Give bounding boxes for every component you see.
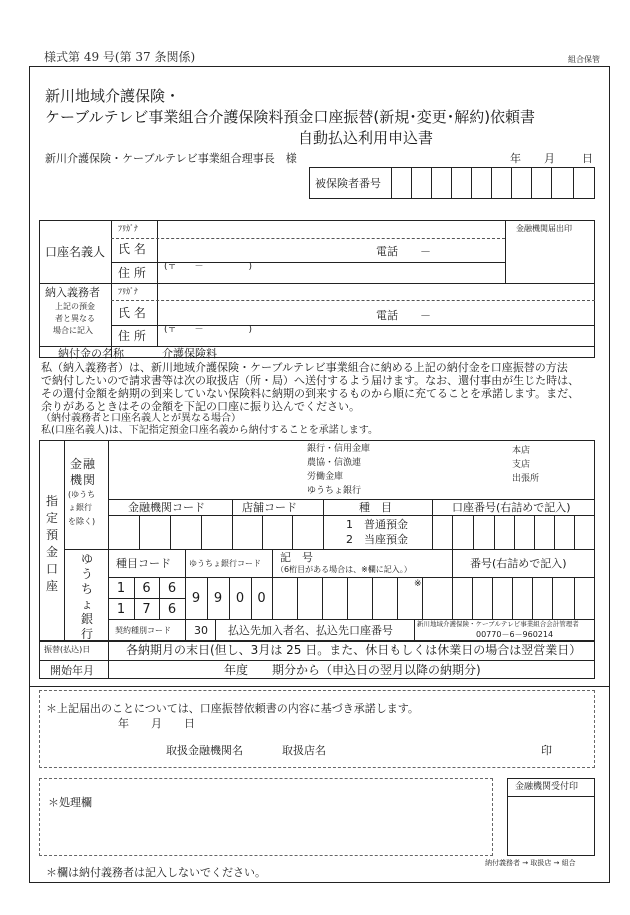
keep-label: 組合保管 [568,55,600,64]
payer-label: 納入義務者 [45,286,100,299]
consent-line4: 余りがあるときはその金額を下記の口座に振り込んでください。 [41,400,360,413]
yucho-code-digit-3: 0 [235,591,245,606]
title-line1: 新川地域介護保険・ [45,87,181,105]
kind-ordinary[interactable]: 1 普通預金 [346,518,408,531]
holder-postal[interactable]: (〒 － ) [164,262,253,272]
form-number: 様式第 49 号(第 37 条関係) [44,50,196,64]
consent-line2: で納付したいので請求書等は次の取扱店（所・局）へ送付するよう届けます。なお、還付事由が生じた時は、 [41,374,580,387]
branch-type-1[interactable]: 本店 [512,446,531,456]
transfer-date-value: 各納期月の末日(但し、3月は 25 日。また、休日もしくは休業日の場合は翌営業日） [126,643,582,657]
date-month: 月 [544,152,555,165]
consent-line1: 私（納入義務者）は、新川地域介護保険・ケーブルテレビ事業組合に納める上記の納付金を口座振替の方法 [41,361,568,374]
holder-name-label: 氏 名 [118,242,146,256]
routing-note: 納付義務者 → 取扱店 → 組合 [485,859,576,867]
type-digit-r1-3: 6 [167,581,177,596]
branch-type-3[interactable]: 出張所 [512,474,540,484]
type-code-header: 種目コード [116,557,171,570]
yucho-code-digit-1: 9 [191,591,201,606]
symbol-note: （6桁目がある場合は、※欄に記入。） [276,565,412,574]
payment-name-label: 納付金の名称 [58,347,124,360]
bank-type-2[interactable]: 農協・信漁連 [307,458,362,468]
holder-phone[interactable]: 電話 － [376,245,431,258]
contract-value: 30 [194,624,208,637]
approval-branch-name[interactable]: 取扱店名 [282,744,326,757]
approval-date[interactable]: 年 月 日 [118,717,195,730]
yucho-code-digit-4: 0 [257,591,266,606]
type-digit-r2-1: 1 [116,602,126,617]
transfer-date-label: 振替(払込)日 [44,645,91,654]
payer-phone[interactable]: 電話 － [376,309,431,322]
payer-address-label: 住 所 [118,329,146,343]
holder-furigana-label: ﾌﾘｶﾞﾅ [118,224,138,233]
payer-note3: 場合に記入 [53,326,93,335]
approval-seal: 印 [541,744,552,757]
title-line3: 自動払込利用申込書 [298,129,434,147]
branch-code-header: 店舗コード [242,501,297,514]
holder-address-label: 住 所 [118,266,146,280]
payee-label: 払込先加入者名、払込先口座番号 [228,624,393,637]
bank-type-1[interactable]: 銀行・信用金庫 [307,444,371,454]
payer-name-label: 氏 名 [118,306,146,320]
type-digit-r2-3: 6 [167,602,177,617]
payer-note2: 者と異なる [55,314,95,323]
symbol-header: 記 号 [280,551,313,564]
fin-code-header: 金融機関コード [128,501,205,514]
payer-furigana-label: ﾌﾘｶﾞﾅ [118,287,138,296]
branch-type-2[interactable]: 支店 [512,460,531,470]
consent-line5: （納付義務者と口座名義人とが異なる場合） [41,413,241,424]
payee-name: 新川地域介護保険・ケーブルテレビ事業組合会計管理者 [417,620,579,628]
consent-line3: その還付金額を納期の到来していない保険料に納期の到来するものから順に充てることを承諾します。まだ、 [41,387,580,400]
addressee: 新川介護保険・ケーブルテレビ事業組合理事長 様 [45,152,297,165]
yucho-code-header: ゆうちょ銀行コード [189,559,261,568]
yucho-code-digit-2: 9 [213,591,223,606]
note-mark: ※ [414,579,422,589]
consent-line6: 私(口座名義人)は、下記指定預金口座名義から納付することを承諾します。 [41,425,379,436]
footer-note: ＊欄は納付義務者は記入しないでください。 [46,866,266,879]
approval-text: ＊上記届出のことについては、口座振替依頼書の内容に基づき承諾します。 [46,702,419,715]
bank-seal-label: 金融機関届出印 [516,224,572,233]
contract-label: 契約種別コード [115,626,171,635]
insured-number-label: 被保険者番号 [315,177,381,190]
start-label: 開始年月 [50,664,94,677]
kind-current[interactable]: 2 当座預金 [346,533,408,546]
account-holder-label: 口座名義人 [45,245,106,259]
payer-postal[interactable]: (〒 － ) [164,325,253,335]
type-digit-r1-1: 1 [116,581,126,596]
fin-note-2: ょ銀行 [68,503,92,512]
fin-note-1: (ゆうち [68,490,96,499]
number-header: 番号(右詰めで記入) [470,557,567,570]
acct-no-header: 口座番号(右詰めで記入) [452,501,571,514]
bank-type-3[interactable]: 労働金庫 [307,472,344,482]
payee-account: 00770－6－960214 [476,630,554,639]
title-line2: ケーブルテレビ事業組合介護保険料預金口座振替(新規･変更･解約)依頼書 [45,108,536,126]
start-value: 年度 期分から（申込日の翌月以降の納期分) [224,663,481,677]
kind-header: 種 目 [359,501,392,514]
receipt-label: 金融機関受付印 [515,782,579,792]
processing-label: ＊処理欄 [48,796,92,809]
date-year: 年 [510,152,521,165]
type-digit-r2-2: 7 [142,602,151,617]
date-day: 日 [582,152,593,165]
payer-note1: 上記の預金 [55,302,95,311]
processing-box [39,778,493,856]
approval-bank-name[interactable]: 取扱金融機関名 [166,744,243,757]
payment-name-value: 介護保険料 [162,347,217,360]
fin-note-3: を除く) [68,517,96,526]
type-digit-r1-2: 6 [142,581,151,596]
bank-type-4[interactable]: ゆうちょ銀行 [307,486,362,496]
